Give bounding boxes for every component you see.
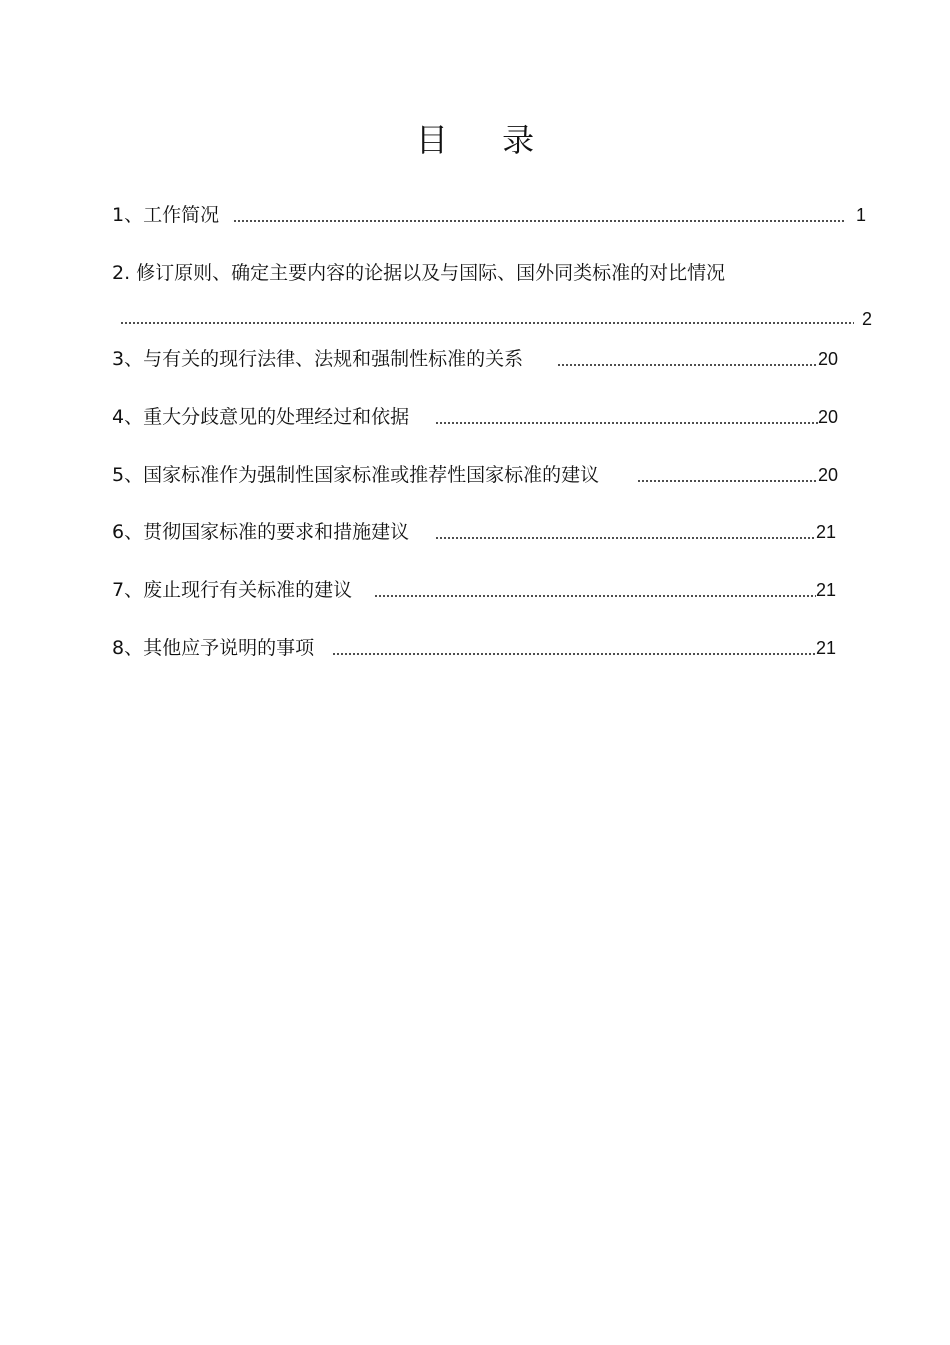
page-title: 目 录	[415, 121, 557, 159]
toc-leader-dots	[435, 537, 816, 539]
toc-entry-text: 1、工作简况	[112, 204, 220, 226]
toc-entry-text: 8、其他应予说明的事项	[112, 637, 315, 659]
toc-page-number: 21	[815, 638, 836, 658]
toc-entry-5[interactable]	[112, 462, 838, 488]
toc-leader-dots	[233, 220, 846, 222]
toc-leader-dots	[374, 595, 816, 597]
toc-entry-6[interactable]	[112, 519, 836, 545]
toc-entry-text: 6、贯彻国家标准的要求和措施建议	[112, 521, 410, 543]
toc-leader-dots	[637, 480, 818, 482]
toc-page-number: 21	[815, 580, 836, 600]
toc-leader-dots	[120, 322, 854, 324]
toc-entry-3[interactable]	[112, 346, 838, 372]
toc-entry-2-continuation[interactable]	[120, 306, 872, 330]
toc-page-number: 2	[861, 309, 872, 329]
toc-page-number: 21	[815, 522, 836, 542]
toc-page-number: 20	[817, 407, 838, 427]
toc-entry-1[interactable]	[112, 202, 866, 228]
toc-leader-dots	[435, 422, 818, 424]
toc-entry-2[interactable]	[112, 260, 872, 286]
toc-entry-8[interactable]	[112, 635, 836, 661]
toc-page-number: 20	[817, 465, 838, 485]
toc-leader-dots	[332, 653, 816, 655]
toc-entry-text: 7、废止现行有关标准的建议	[112, 579, 353, 601]
toc-entry-text: 3、与有关的现行法律、法规和强制性标准的关系	[112, 348, 524, 370]
toc-entry-text: 2. 修订原则、确定主要内容的论据以及与国际、国外同类标准的对比情况	[112, 262, 726, 284]
toc-leader-dots	[557, 364, 818, 366]
toc-page-number: 1	[855, 205, 866, 225]
toc-page-number: 20	[817, 349, 838, 369]
toc-entry-7[interactable]	[112, 577, 836, 603]
toc-entry-text: 5、国家标准作为强制性国家标准或推荐性国家标准的建议	[112, 464, 600, 486]
toc-entry-4[interactable]	[112, 404, 838, 430]
toc-entry-text: 4、重大分歧意见的处理经过和依据	[112, 406, 410, 428]
